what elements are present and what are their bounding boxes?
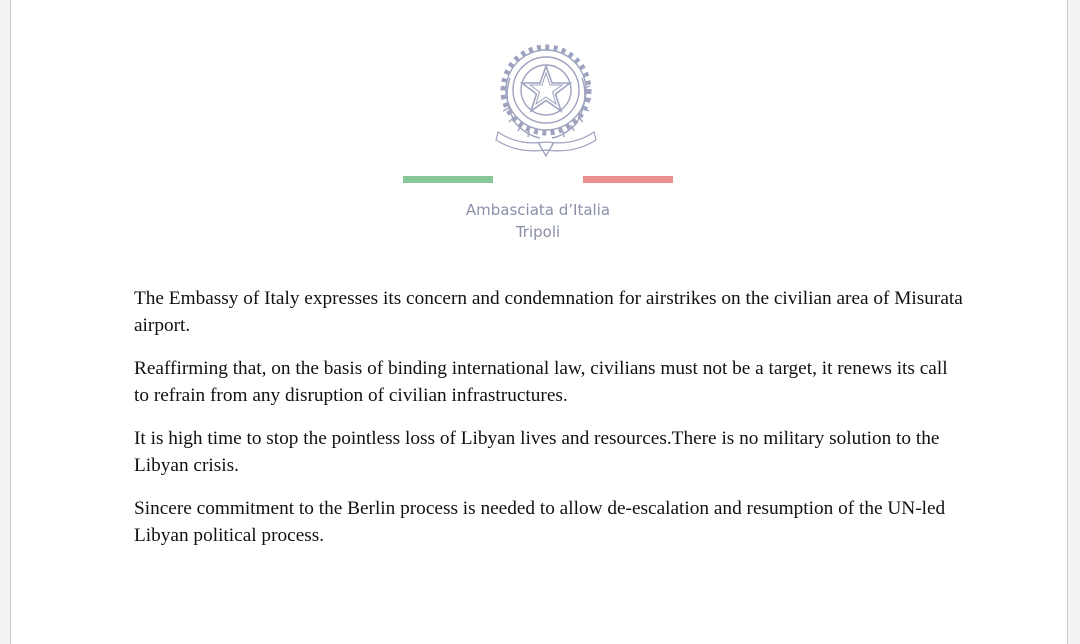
embassy-name: Ambasciata d’Italia [465, 201, 611, 219]
statement-paragraph: It is high time to stop the pointless loss of Libyan lives and resources.There is no military solution to the Libyan crisis. [134, 428, 940, 476]
italian-flag-bar [403, 176, 673, 183]
statement-paragraph: Sincere commitment to the Berlin process is needed to allow de-escalation and resumption of the UN-led Libyan political process. [134, 498, 946, 546]
embassy-city: Tripoli [515, 223, 561, 241]
statement-paragraph: The Embassy of Italy expresses its concern and condemnation for airstrikes on the civilian area of Misurata airport. [134, 288, 963, 336]
statement-body [134, 285, 964, 565]
flag-stripe-white [493, 176, 583, 183]
flag-stripe-red [583, 176, 673, 183]
italian-republic-emblem-icon [488, 38, 604, 160]
letterhead [403, 199, 673, 243]
flag-stripe-green [403, 176, 493, 183]
statement-paragraph: Reaffirming that, on the basis of binding international law, civilians must not be a target, it renews its call to refrain from any disruption of civilian infrastructures. [134, 358, 948, 406]
document-page [10, 0, 1068, 644]
